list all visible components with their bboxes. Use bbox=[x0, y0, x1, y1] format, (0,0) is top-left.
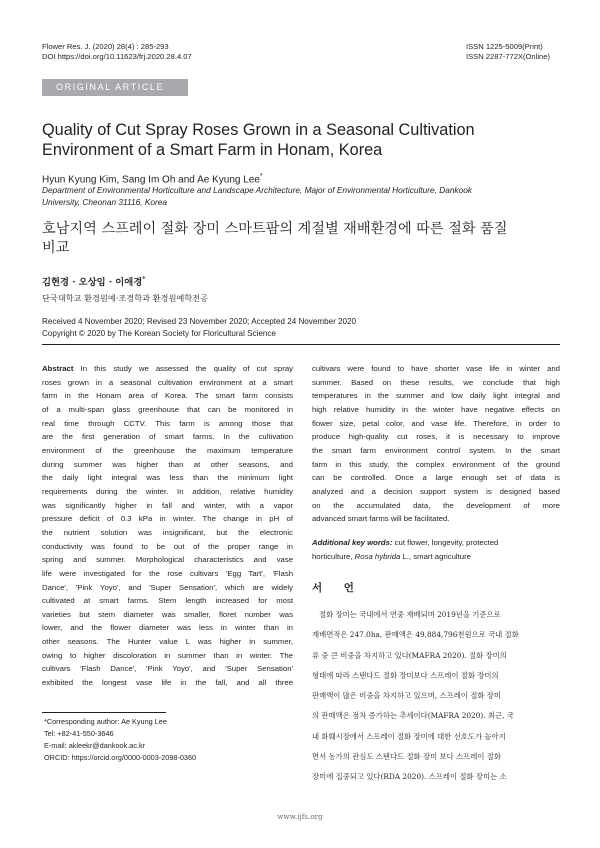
abstract-line: lower, and the flower diameter was less in winter than in bbox=[42, 623, 293, 633]
abstract-line: temperatures in the summer and low daily light integral and bbox=[312, 391, 560, 401]
section-heading-introduction: 서 언 bbox=[312, 582, 363, 594]
corresponding-mark: * bbox=[259, 173, 263, 180]
abstract-line: pressure deficit of 0.3 kPa in winter. The change in pH of bbox=[42, 514, 293, 524]
article-title bbox=[42, 120, 562, 160]
korean-title-line: 비교 bbox=[42, 240, 70, 256]
abstract-line: real time through CCTV. This farm is among those that bbox=[42, 418, 293, 428]
journal-citation: Flower Res. J. (2020) 28(4) : 285-293 bbox=[42, 42, 169, 51]
abstract-line: summer. Based on these results, we conclude that high bbox=[312, 377, 560, 387]
keywords-line bbox=[312, 536, 560, 550]
abstract-line: was significantly higher in fall and winter, with a vapor bbox=[42, 500, 293, 510]
affiliation-line: Department of Environmental Horticulture and Landscape Architecture, Major of Environmental Horticulture, Dankook bbox=[42, 185, 472, 195]
abstract-line: cultivars 'Flash Dance', 'Pink Yoyo', and 'Super Sensation' bbox=[42, 664, 293, 674]
body-line: 의 판매액은 점차 증가하는 추세이다(MAFRA 2020). 최근, 국 bbox=[312, 711, 514, 721]
header-divider bbox=[42, 344, 560, 345]
body-line: 절화 장미는 국내에서 연중 재배되며 2019년을 기준으로 bbox=[319, 610, 501, 619]
abstract-line: owing to higher discoloration in summer than in winter. The bbox=[42, 650, 293, 660]
keywords bbox=[312, 536, 560, 563]
author-orcid[interactable]: ORCID: https://orcid.org/0000-0003-2098-0360 bbox=[44, 753, 197, 762]
body-line: 내 화훼시장에서 스프레이 절화 장미에 대한 선호도가 높아지 bbox=[312, 731, 506, 741]
abstract-line: exhibited the longest vase life in the fall, and all three bbox=[42, 678, 293, 688]
history-dates: Received 4 November 2020; Revised 23 November 2020; Accepted 24 November 2020 bbox=[42, 317, 357, 326]
abstract-line: roses grown in a seasonal cultivation environment at a smart bbox=[42, 377, 293, 387]
issn-online: ISSN 2287-772X(Online) bbox=[466, 52, 550, 61]
keywords-line bbox=[312, 550, 560, 564]
abstract-line: environment of the greenhouse the maximum temperature bbox=[42, 445, 293, 455]
abstract-line: the smart farm environment control system. In the smart bbox=[312, 445, 560, 455]
abstract-line: are the first generation of smart farms. In the cultivation bbox=[42, 432, 293, 442]
abstract-line: analyzed and a decision support system is designed based bbox=[312, 486, 560, 496]
footnote-divider bbox=[42, 712, 166, 713]
abstract-line: of a multi-span glass greenhouse that can be monitored in bbox=[42, 404, 293, 414]
abstract-line: produce high-quality cut roses, it is necessary to improve bbox=[312, 432, 560, 442]
abstract-line: cultivars were found to have shorter vase life in winter and bbox=[312, 364, 560, 373]
korean-title-line: 호남지역 스프레이 절화 장미 스마트팜의 계절별 재배환경에 따른 절화 품질 bbox=[42, 221, 508, 237]
abstract-label: Abstract bbox=[42, 364, 74, 373]
publication-dates bbox=[42, 316, 356, 340]
body-line: 판매액이 많은 비중을 차지하고 있으며, 스프레이 절화 장미 bbox=[312, 691, 501, 701]
abstract-line: farm in this study, the complex environment of the ground bbox=[312, 459, 560, 469]
abstract-line: requirements during the winter. In addition, relative humidity bbox=[42, 486, 293, 496]
keywords-text: L., smart agriculture bbox=[400, 551, 471, 561]
abstract-line: conductivity was found to be out of the proper range in bbox=[42, 541, 293, 551]
corresponding-author: *Corresponding author: Ae Kyung Lee bbox=[44, 717, 167, 726]
abstract-line: flower size, petal color, and vase life. Therefore, in order to bbox=[312, 418, 560, 428]
abstract-line: during summer was higher than at other seasons, and bbox=[42, 459, 293, 469]
abstract-line: the nutrient solution was insignificant, but the electronic bbox=[42, 527, 293, 537]
abstract-line: varieties but stem diameter was smaller, floret number was bbox=[42, 609, 293, 619]
abstract-line: cultivated at smart farms. Stem length increased for most bbox=[42, 596, 293, 606]
abstract-line: can be controlled. Once a large enough set of data is bbox=[312, 473, 560, 483]
abstract-line: other seasons. The Hunter value L was higher in summer, bbox=[42, 637, 293, 647]
article-type-badge: ORIGINAL ARTICLE bbox=[42, 79, 188, 96]
abstract-line: on the accumulated data, the development of more bbox=[312, 500, 560, 510]
body-line: 면서 농가의 관심도 스탠다드 절화 장미 보다 스프레이 절화 bbox=[312, 752, 501, 762]
korean-affiliation: 단국대학교 환경원예·조경학과 환경원예학전공 bbox=[42, 293, 208, 303]
korean-author-names: 김현경 · 오상임 · 이애경 bbox=[42, 277, 143, 289]
doi-link[interactable]: DOI https://doi.org/10.11623/frj.2020.28.4.07 bbox=[42, 52, 192, 61]
keywords-text: horticulture, bbox=[312, 551, 355, 561]
abstract-text: In this study we assessed the quality of cut spray bbox=[73, 364, 293, 373]
abstract-line bbox=[42, 362, 293, 376]
introduction-body bbox=[312, 605, 560, 788]
body-line: 류 중 큰 비중을 차지하고 있다(MAFRA 2020). 절화 장미의 bbox=[312, 650, 507, 660]
abstract bbox=[42, 362, 293, 690]
abstract-line: Dance', 'Pink Yoyo', and 'Super Sensation', which are widely bbox=[42, 582, 293, 592]
keywords-text: cut flower, longevity, protected bbox=[392, 538, 499, 547]
title-line: Quality of Cut Spray Roses Grown in a Seasonal Cultivation bbox=[42, 121, 475, 139]
species-name: Rosa hybrida bbox=[354, 551, 401, 561]
body-line: 장미에 집중되고 있다(RDA 2020). 스프레이 절화 장미는 소 bbox=[312, 772, 507, 782]
korean-authors bbox=[42, 274, 145, 289]
corresponding-mark: * bbox=[142, 276, 146, 283]
abstract-line: farm in the Honam area of Korea. The smart farm consists bbox=[42, 391, 293, 401]
abstract-line: advanced smart farms will be facilitated. bbox=[312, 514, 450, 524]
affiliation bbox=[42, 184, 562, 208]
issn-print: ISSN 1225-5009(Print) bbox=[466, 42, 543, 51]
author-phone: Tel: +82-41-550-3646 bbox=[44, 729, 114, 738]
abstract-line: life were investigated for the rose cultivars 'Egg Tart', 'Flash bbox=[42, 568, 293, 578]
copyright: Copyright © 2020 by The Korean Society for Floricultural Science bbox=[42, 329, 276, 338]
abstract-line: the daily light integral was less than the minimum light bbox=[42, 473, 293, 483]
body-line: 재배면적은 247.0ha, 판매액은 49,884,796천원으로 국내 절화 bbox=[312, 630, 519, 640]
correspondence-footnote bbox=[42, 716, 196, 764]
body-line: 형태에 따라 스탠다드 절화 장미보다 스프레이 절화 장미의 bbox=[312, 670, 499, 680]
affiliation-line: University, Cheonan 31116, Korea bbox=[42, 197, 167, 207]
author-email[interactable]: E-mail: akleekr@dankook.ac.kr bbox=[44, 741, 146, 750]
abstract-continued bbox=[312, 362, 560, 526]
abstract-line: high relative humidity in the winter have negative effects on bbox=[312, 404, 560, 414]
abstract-line: spring and summer. Morphological characteristics and vase bbox=[42, 555, 293, 565]
korean-title bbox=[42, 220, 562, 258]
journal-website[interactable]: www.ijfs.org bbox=[277, 812, 323, 821]
keywords-label: Additional key words: bbox=[312, 538, 393, 547]
author-names: Hyun Kyung Kim, Sang Im Oh and Ae Kyung Lee bbox=[42, 174, 260, 186]
title-line: Environment of a Smart Farm in Honam, Korea bbox=[42, 141, 383, 159]
